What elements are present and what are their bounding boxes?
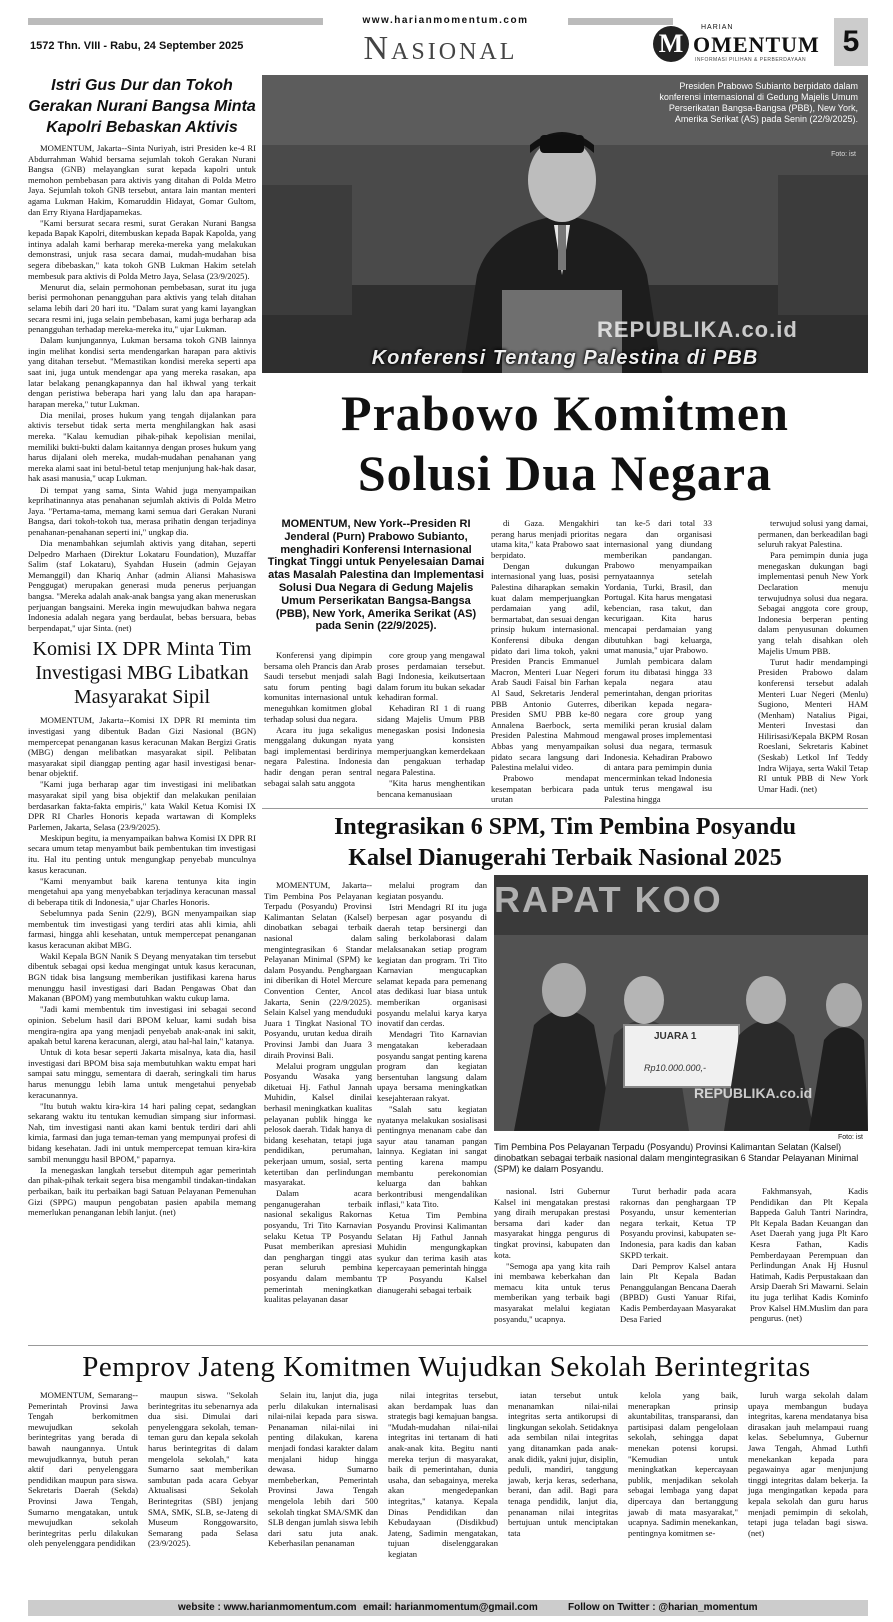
paragraph: Dia menambahkan sejumlah aktivis yang ditahan, seperti Delpedro Marhaen (Direktur Lokataru Foundation), Muzaffar Salim (staf Lokataru), Syahdan Husein (admin Gejayan Memanggil) dan Khariq Anhar (admin Aliansi Mahasiswa Penggugat) merupakan generasi muda penerus perjuangan bangsa. "Mereka adalah anak-anak bangsa yang akan meneruskan perjuangan bangsaini. Mereka ingin mewujudkan bahwa negara Indonesia adalah negara yang berdaulat, bebas bersuara, bebas berpendapat," ujar Sinta. (net) [28, 537, 256, 633]
main-headline [262, 383, 868, 503]
posyandu-col-d [620, 1186, 736, 1325]
republika-watermark: REPUBLIKA.co.id [597, 317, 798, 342]
paragraph: Melalui program unggulan Posyandu Wasaka yang diketuai Hj. Fathul Jannah Muhidin, Kalsel dinilai berhasil meningkatkan kualitas pelayanan publik hingga ke pelosok daerah. Tidak hanya di bidang kesehatan, tetapi juga pendidikan, perumahan, pekerjaan umum, sosial, serta ketertiban dan perlindungan masyarakat. [264, 1060, 372, 1188]
rapat-background-text: RAPAT KOO [494, 879, 723, 920]
paragraph: nasional. Istri Gubernur Kalsel ini mengatakan prestasi yang diraih merupakan prestasi bersama dari kader dan masyarakat hingga pengurus di tingkat provinsi, kabupaten dan kota. [494, 1186, 610, 1260]
main-article-col-b [377, 650, 485, 800]
paragraph: MOMENTUM, Jakarta--Tim Pembina Pos Pelayanan Terpadu (Posyandu) Provinsi Kalimantan Selatan (Kalsel) dinobatkan sebagai terbaik nasional dalam mengintegrasikan 6 Standar Pelayanan Minimal (SPM) ke dalam Posyandu. Penghargaan ini diberikan di Hotel Mercure Convention Center, Ancol Jakarta, Senin (22/9/2025). Selain Kalsel yang menduduki Juara 1 Tingkat Nasional TO Posyandu, urutan kedua diraih Provinsi Jambi dan Juara 3 diraih Provinsi Bali. [264, 880, 372, 1060]
paragraph: "Kami bersurat secara resmi, surat Gerakan Nurani Bangsa kepada Bapak Kapolri, ditembuskan kepada Bapak Kapolda, yang intinya adalah kami berharap mereka-mereka yang melakukan demonstrasi, unjuk rasa secara damai, mudah-mudahan bisa segera dibebaskan," kata tokoh GNB Lukman Hakim setelah membesuk para aktivis di Polda Metro Jaya, Selasa (23/9/2025). [28, 217, 256, 281]
paragraph: Meskipun begitu, ia menyampaikan bahwa Komisi IX DPR RI secara umum tetap menyambut baik pembentukan tim investigasi itu. Hal itu penting untuk mengungkap penyebab munculnya kasus keracunan. [28, 832, 257, 875]
paragraph: MOMENTUM, Jakarta--Komisi IX DPR RI meminta tim investigasi yang dibentuk Badan Gizi Nasional (BGN) mempercepat penanganan kasus keracunan Makan Bergizi Gratis (MBG) dengan melibatkan masyarakat sipil. Pelibatan masyarakat sipil dianggap penting agar hasil investigasi benar-benar objektif. [28, 715, 256, 779]
page-number: 5 [834, 18, 868, 66]
paragraph: Dari Pemprov Kalsel antara lain Plt Kepala Badan Penanggulangan Bencana Daerah (BPBD) Gusti Yanuar Rifai, Kadis Pemberdayaan Masyarakat Desa Faried [620, 1260, 736, 1324]
paragraph: "Kita harus menghentikan bencana kemanusiaan [377, 778, 485, 799]
paragraph: "Jadi kami membentuk tim investigasi ini sebagai second opinion. Sebelum hasil dari BPOM keluar, kami sudah bisa mengira-ngira apa yang menjadi penyebab anak-anak ini sakit, apakah betul karena keracunan, alergi, atau hal-hal lain," katanya. [28, 1004, 256, 1047]
paragraph: Selain itu, lanjut dia, juga perlu dilakukan internalisasi nilai-nilai kepada para siswa. Penanaman nilai-nilai ini penting dilakukan, karena menjadi fondasi karakter dalam menjalani hidup hingga dewasa. Sumarno membeberkan, Pemerintah Provinsi Jawa Tengah mengelola lebih dari 500 sekolah tingkat SMA/SMK dan SLB dengan jumlah siswa lebih dari satu juta anak. Keberhasilan penanaman [268, 1390, 378, 1549]
posyandu-headline-line1: Integrasikan 6 SPM, Tim Pembina Posyandu [334, 814, 796, 840]
paragraph: Untuk di kota besar seperti Jakarta misalnya, kata dia, hasil investigasi dari BPOM bisa saja membutuhkan waktu empat hari sampai satu minggu, sementara di daerah, seringkali tim harus harus menunggu lebih lama untuk mengetahui penyebab keracunannya. [28, 1047, 256, 1100]
jateng-col-6 [628, 1390, 738, 1539]
paragraph: Mendagri Tito Karnavian mengatakan keberadaan posyandu sangat penting karena program dan kegiatan bersentuhan langsung dalam upaya bersama meningkatkan kesejahteraan rakyat. [377, 1029, 488, 1103]
article-gusdur-body [28, 143, 256, 633]
paragraph: "Semoga apa yang kita raih ini membawa keberkahan dan memacu kita untuk terus memberikan yang terbaik bagi masyarakat melalui kegiatan posyandu," ucapnya. [494, 1260, 610, 1324]
posyandu-col-e [750, 1186, 868, 1324]
main-article-col-c [491, 518, 599, 806]
footer-twitter: Follow on Twitter : @harian_momentum [568, 1602, 758, 1613]
jateng-col-5 [508, 1390, 618, 1539]
paragraph: nilai integritas tersebut, akan berdampak luas dan strategis bagi kemajuan bangsa. "Mudah-mudahan nilai-nilai integritas ini tertanam di hati anak-anak kita. Begitu nanti mereka terjun di masyarakat, baik di pemerintahan, dunia usaha, dan sebagainya, mereka akan mengedepankan integritas," katanya. Kepala Dinas Pendidikan dan Kebudayaan (Disdikbud) Jateng, Sadimin mengatakan, tujuan diselenggarakan kegiatan [388, 1390, 498, 1559]
paragraph: melalui program dan kegiatan posyandu. [377, 880, 487, 901]
paragraph: Kehadiran RI 1 di ruang sidang Majelis Umum PBB menegaskan posisi Indonesia yang konsisten memperjuangkan kemerdekaan dan pengakuan terhadap negara Palestina. [377, 703, 485, 778]
main-headline-line2: Solusi Dua Negara [357, 445, 773, 501]
paragraph: Ketua Tim Pembina Posyandu Provinsi Kalimantan Selatan Hj Fathul Jannah Muhidin mengungkapkan syukur dan terima kasih atas kepercayaan pemerintah hingga TP Posyandu Kalsel dianugerahi sebagai terbaik [377, 1210, 487, 1295]
paragraph: maupun siswa. "Sekolah berintegritas itu sebenarnya ada dua sisi. Dimulai dari penyelenggara sekolah, teman-teman guru dan kepala sekolah harus berintegritas di dalam mengelola sekolah," kata Sumarno saat memberikan sambutan pada acara Gebyar Aktualisasi Sekolah Berintegritas (SBI) jenjang SMA, SMK, SLB, se-Jateng di Museum Ronggowarsito, Semarang pada Selasa (23/9/2025). [148, 1390, 258, 1549]
paragraph: "Salah satu kegiatan nyatanya melakukan sosialisasi pentingnya menanam cabe dan sayur atau tanaman pangan lainnya. Kegiatan ini sangat penting karena mampu membantu perekonomian keluarga dan bahkan berkontribusi mengendalikan inflasi," kata Tito. [377, 1103, 487, 1210]
paragraph: MOMENTUM, Semarang--Pemerintah Provinsi Jawa Tengah berkomitmen mewujudkan sekolah berintegritas yang berada di bawah naungannya. Untuk mewujudkannya, butuh peran aktif dari penyelenggara pendidikan maupun para siswa. Sekretaris Daerah (Sekda) Provinsi Jawa Tengah, Sumarno mengatakan, untuk mewujudkan sekolah berintegritas perlu dilakukan oleh penyelenggara pendidikan [28, 1390, 138, 1549]
article-mbg-headline: Komisi IX DPR Minta Tim Investigasi MBG Libatkan Masyarakat Sipil [32, 638, 252, 709]
paragraph: Di tempat yang sama, Sinta Wahid juga menyampaikan keprihatinannya atas penahanan sejumlah aktivis di Polda Metro Jaya. "Pertama-tama, memang kami semua dari Gerakan Nurani Bangsa, dari tokoh-tokoh tua, merasa prihatin dengan terjadinya penahanan-penahanan seperti ini," ungkap dia. [28, 484, 256, 537]
prabowo-photo-credit: Foto: ist [831, 151, 856, 158]
paragraph: "Kami menyambut baik karena tentunya kita ingin mengetahui apa yang menyebabkan terjadinya keracunan massal di beberapa titik di Indonesia," ujar Charles Honoris. [28, 875, 256, 907]
paragraph: Istri Mendagri RI itu juga berpesan agar posyandu di daerah tetap bersinergi dan saling berkolaborasi dalam melaksanakan setiap program kegiatan dan program. Tri Tito Karnavian mengucapkan selamat kepada para pemenang atas dedikasi luar biasa untuk memberikan organisasi posyandu melalui karya karya inovatif dan cerdas. [377, 901, 487, 1029]
section-divider-bottom [28, 1345, 868, 1346]
posyandu-headline [262, 812, 868, 874]
logo-letter: M [653, 26, 689, 62]
paragraph: Dalam acara penganugerahan terbaik nasional sekaligus Rakornas posyandu, Tri Tito Karnavian selaku Ketua TP Posyandu Pusat memberikan apresiasi dan penghargan tinggi atas peran seluruh pembina posyandu dalam membantu pemerintah meningkatkan kualitas pelayanan dasar [264, 1188, 372, 1305]
republika-watermark-2: REPUBLIKA.co.id [694, 1085, 813, 1101]
paragraph: kelola yang baik, menerapkan prinsip akuntabilitas, transparansi, dan partisipasi dalam pengelolaan sekolah, sehingga dapat menekan potensi korupsi. "Kemudian untuk meningkatkan kepercayaan publik, menjadikan sekolah sebagai lembaga yang dapat dipercaya dan bertanggung jawab di mata masyarakat," ucapnya. Sadimin menekankan, pentingnya komitmen se- [628, 1390, 738, 1538]
header-url: www.harianmomentum.com [362, 15, 529, 26]
logo-tagline: INFORMASI PILIHAN & PERBERDAYAAN [695, 57, 807, 63]
jateng-headline: Pemprov Jateng Komitmen Wujudkan Sekolah Berintegritas [82, 1351, 811, 1383]
paragraph: Sebelumnya pada Senin (22/9), BGN menyampaikan siap membentuk tim investigasi yang terdiri atas ahli kimia, ahli farmasi, hingga ahli kesehatan, untuk mempercepat penanganan kasus keracunan akibat MBG. [28, 908, 256, 950]
footer-email: email: harianmomentum@gmail.com [363, 1602, 538, 1613]
prabowo-photo-caption: Presiden Prabowo Subianto berpidato dalam konferensi internasional di Gedung Majelis Umum Perserikatan Bangsa-Bangsa (PBB), New York, Amerika Serikat (AS) pada Senin (22/9/2025). [659, 81, 858, 124]
section-title: Nasional [363, 30, 518, 67]
paragraph: Konferensi yang dipimpin bersama oleh Prancis dan Arab Saudi tersebut menjadi salah satu forum penting bagi komunitas internasional untuk meneguhkan komitmen global terhadap solusi dua negara. [264, 650, 372, 724]
posyandu-col-c [494, 1186, 610, 1325]
jateng-col-4 [388, 1390, 498, 1560]
paragraph: "Kami juga berharap agar tim investigasi ini melibatkan masyarakat sipil yang bisa objektif dan melakukan penilaian berdasarkan fakta-fakta empiris," kata Wakil Ketua Komisi IX DPR RI Charles Honoris kepada wartawan di Kompleks Parlemen, Jakarta, Selasa (23/9/2025). [28, 779, 256, 832]
prabowo-photo [262, 75, 868, 373]
posyandu-photo-caption: Tim Pembina Pos Pelayanan Terpadu (Posyandu) Provinsi Kalimantan Selatan (Kalsel) dinobatkan sebagai terbaik nasional dalam mengintegrasikan 6 Standar Pelayanan Minimal (SPM) ke dalam Posyandu. [494, 1142, 859, 1174]
paragraph: Turut berhadir pada acara rakornas dan penghargaan TP Posyandu, unsur kementerian negara terkait, Ketua TP Posyandu provinsi, kabupaten se-Indonesia, para kadis dan kaban SKPD terkait. [620, 1186, 736, 1260]
article-mbg-body [28, 715, 256, 1217]
article-gusdur-headline: Istri Gus Dur dan Tokoh Gerakan Nurani Bangsa Minta Kapolri Bebaskan Aktivis [28, 77, 256, 136]
paragraph: Ia menegaskan langkah tersebut ditempuh agar pemerintah dan pihak-pihak terkait segera bisa mengambil tindakan-tindakan perbaikan, baik itu perbaikan bagi Satuan Pelayanan Pemenuhan Gizi (SPPG) maupun pengobatan pasien apabila memang memerlukan penanganan lebih lanjut. (net) [28, 1164, 256, 1218]
main-article-col-e [758, 518, 868, 795]
conference-banner: Konferensi Tentang Palestina di PBB [371, 347, 759, 369]
paragraph: di Gaza. Mengakhiri perang harus menjadi prioritas utama kita," kata Prabowo saat berpidato. [491, 518, 599, 560]
paragraph: terwujud solusi yang damai, permanen, dan berkeadilan bagi seluruh rakyat Palestina. [758, 518, 868, 550]
paragraph: Dengan dukungan internasional yang luas, posisi Palestina diharapkan semakin kuat dalam memperjuangkan perdamaian yang adil, bermartabat, dan sesuai dengan prinsip hukum internasional. Konferensi dibuka dengan pidato dari lima tokoh, yakni Presiden Prancis Emmanuel Macron, Menteri Luar Negeri Arab Saudi Faisal bin Farhan Al Saud, Sekretaris Jenderal PBB Antonio Guterres, Presiden SMU PBB ke-80 Annalena Baerbock, serta Presiden Palestina Mahmoud Abbas yang menyampaikan pidato secara langsung dari Palestina melalui video. [491, 560, 599, 773]
posyandu-col-b [377, 880, 487, 1296]
paragraph: "Itu butuh waktu kira-kira 14 hari paling cepat, sedangkan sekarang waktu itu tentukan kemudian simpang siur informasi. Nah, tim investigasi nanti akan kami bentuk terdiri dari ahli kimia, farmasi dan juga teman-teman yang mempunyai profesi di bidang kesehatan. Jadi ini untuk mempercepat temuan kira-kira sambil menunggu hasil BPOM," paparnya. [28, 1100, 256, 1164]
jateng-col-2 [148, 1390, 258, 1549]
award-plaque-title: JUARA 1 [654, 1031, 697, 1042]
paragraph: iatan tersebut untuk menanamkan nilai-nilai integritas serta antikorupsi di lingkungan sekolah. Setidaknya ada sembilan nilai integritas yang ditanamkan pada anak-anak didik, yakni jujur, disiplin, peduli, mandiri, tanggung jawab, kerja keras, sederhana, berani, dan adil. Bagi para tenaga pendidik, lanjut dia, penanaman nilai integritas bertujuan untuk menciptakan tata [508, 1390, 618, 1538]
page-footer [28, 1600, 868, 1616]
posyandu-col-a [264, 880, 372, 1305]
paragraph: Menurut dia, selain permohonan pembebasan, surat itu juga berisi permohonan penangguhan para aktivis yang telah ditahan selama lebih dari 20 hari itu. "Dalam surat yang kami layangkan secara resmi ini, juga selain pembebasan, kami juga berharap ada penangguhan terhadap mereka-mereka itu," ujar Lukman. [28, 281, 256, 335]
jateng-col-1 [28, 1390, 138, 1549]
page-header [28, 15, 868, 68]
paragraph: Dalam kunjungannya, Lukman bersama tokoh GNB lainnya ingin melihat kondisi serta mendengarkan harapan para aktivis yang ditahan tersebut. "Memastikan kondisi mereka seperti apa saat ini, juga untuk mendengar apa yang mereka rasakan, apa latar belakang penangkapannya dan hal ikhwal yang terkait dengan peristiwa beberapa hari yang lalu dan apa harapan-harapan mereka," tutur Lukman. [28, 335, 256, 409]
header-rule-left [28, 18, 323, 25]
paragraph: Fakhmansyah, Kadis Pendidikan dan Plt Kepala Bappeda Galuh Tantri Narindra, Plt Kepala Badan Keuangan dan Aset Daerah yang juga Plt Karo Kesra Fathan, Kadis Pemberdayaan Perempuan dan Perlindungan Anak Hj Husnul Hatimah, Kadis Perpustakaan dan Arsip Daerah Sri Mawarni. Selain itu juga terlihat Kadis Kominfo Prov Kalsel HM.Muslim dan para pengurus. (net) [750, 1186, 868, 1324]
paragraph: Para pemimpin dunia juga menegaskan dukungan bagi implementasi penuh New York Declaration menuju terwujudnya solusi dua negara. Sebagai anggota core group, Indonesia berperan penting dalam penyusunan dokumen yang telah disahkan oleh Majelis Umum PBB. [758, 550, 868, 656]
logo-word: OMENTUM [693, 32, 820, 57]
paragraph: tan ke-5 dari total 33 negara dan organisasi internasional yang diundang memberikan pandangan. Prabowo menyampaikan pernyataannya setelah Yordania, Turki, Brasil, dan Portugal. Kita harus mengatasi kebencian, rasa takut, dan kecurigaan. Kita harus mencapai perdamaian yang dibutuhkan bagi keluarga, umat manusia," ujar Prabowo. [604, 518, 712, 656]
jateng-col-7 [748, 1390, 868, 1539]
posyandu-photo-credit: Foto: ist [838, 1134, 863, 1141]
main-article-col-d [604, 518, 712, 805]
logo-small-text: HARIAN [701, 24, 734, 31]
award-plaque-amount: Rp10.000.000,- [644, 1063, 707, 1073]
momentum-logo [653, 24, 833, 64]
posyandu-photo [494, 875, 868, 1131]
paragraph: Prabowo mendapat kesempatan berbicara pada urutan [491, 773, 599, 805]
paragraph: Turut hadir mendampingi Presiden Prabowo dalam konferensi tersebut adalah Menteri Luar Negeri (Menlu) Sugiono, Menteri HAM (Menham) Natalius Pigai, Menteri Investasi dan Hilirisasi/Kepala BKPM Rosan Roeslani, Sekretaris Kabinet (Seskab) Letkol Inf Teddy Indra Wijaya, serta Wakil Tetap RI untuk PBB di New York Umar Hadi. (net) [758, 656, 868, 794]
paragraph: MOMENTUM, Jakarta--Sinta Nuriyah, istri Presiden ke-4 RI Abdurrahman Wahid bersama sejumlah tokoh Gerakan Nurani Bangsa (GNB) melayangkan surat kepada kapolri untuk memohon pembebasan para aktivis yang ditahan di Polda Metro Jaya. Sejumlah tokoh GNB tersebut, antara lain mantan menteri agama Lukman Hakim, Komaruddin Hidayat, Gomar Gultom, dan Erry Riyana Hardjapamekas. [28, 143, 256, 217]
main-article-lead: MOMENTUM, New York--Presiden RI Jenderal (Purn) Prabowo Subianto, menghadiri Konferensi Internasional Tingkat Tinggi untuk Penyelesaian Damai atas Masalah Palestina dan Implementasi Solusi Dua Negara di Gedung Majelis Umum Perserikatan Bangsa-Bangsa (PBB), New York, Amerika Serikat (AS) pada Senin (22/9/2025). [267, 518, 485, 633]
paragraph: luruh warga sekolah dalam upaya membangun budaya integritas, karena mendatanya bisa dirasakan jauh melampaui ruang kelas. Sebelumnya, Gubernur Jawa Tengah, Ahmad Luthfi menekankan kepada para pegawainya agar menjunjung tinggi integritas dalam bekerja. Ia juga mengingatkan kepada para kepala sekolah dan guru harus menjadi pemimpin di sekolah, tetapi juga teladan bagi siswa. (net) [748, 1390, 868, 1538]
paragraph: Jumlah pembicara dalam forum itu dibatasi hingga 33 kepala negara atau pemerintahan, dengan prioritas diberikan kepada negara-negara core group yang memiliki peran krusial dalam mengawal proses implementasi solusi dua negara, termasuk Indonesia. Kehadiran Prabowo di antara para pemimpin dunia mencerminkan tekad Indonesia untuk terus mengawal isu Palestina hingga [604, 656, 712, 804]
paragraph: core group yang mengawal proses perdamaian tersebut. Bagi Indonesia, keikutsertaan dalam forum itu bukan sekadar kehadiran formal. [377, 650, 485, 703]
paragraph: Acara itu juga sekaligus menggalang dukungan nyata bagi implementasi berdirinya negara Palestina. Indonesia hadir dengan peran sentral sebagai salah satu anggota [264, 724, 372, 788]
main-article-col-a [264, 650, 372, 789]
paragraph: Dia menilai, proses hukum yang tengah dijalankan para aktivis tersebut tidak serta merta menghilangkan hak asasi mereka. "Kalau kemudian pihak-pihak kepolisian menilai, memiliki bukti-bukti dalam kaitannya dengan proses hukum yang harus dijalani oleh mereka, mudah-mudahan penahanan yang mereka alami saat ini betul-betul tetap menjunjung hak-hak dasar, hak asasi manusia," ucap Lukman. [28, 409, 256, 484]
section-divider [262, 808, 868, 809]
issue-info: 1572 Thn. VIII - Rabu, 24 September 2025 [30, 40, 244, 52]
jateng-col-3 [268, 1390, 378, 1549]
posyandu-headline-line2: Kalsel Dianugerahi Terbaik Nasional 2025 [348, 845, 782, 871]
footer-website: website : www.harianmomentum.com [178, 1602, 357, 1613]
main-headline-line1: Prabowo Komitmen [341, 385, 789, 441]
left-column [28, 75, 256, 1218]
paragraph: Wakil Kepala BGN Nanik S Deyang menyatakan tim tersebut dibentuk sebagai opsi kedua mengingat untuk kasus keracunan, BGN tidak bisa langsung memberikan justifikasi karena harus menunggu hasil investigasi dari Badan Pengawas Obat dan Makanan (BPOM) yang membutuhkan waktu cukup lama. [28, 950, 256, 1004]
